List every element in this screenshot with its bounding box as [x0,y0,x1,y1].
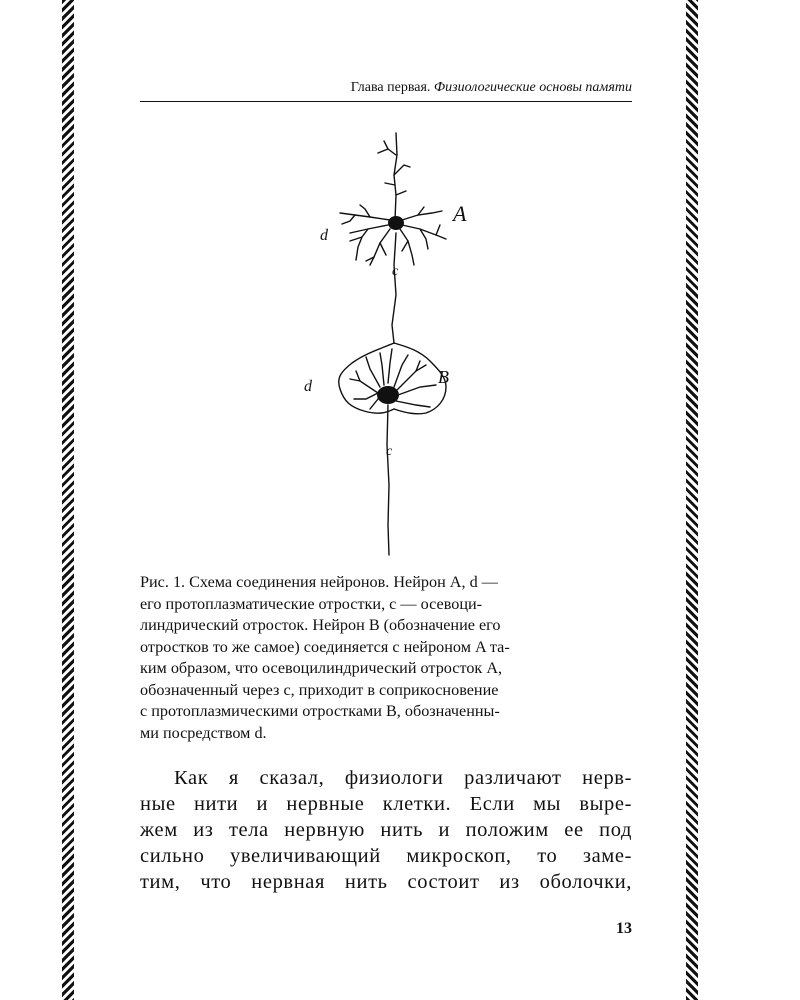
body-line: Как я сказал, физиологи различают нерв- [174,767,632,789]
neuron-b-soma [377,386,399,404]
caption-line: ми посредством d. [140,723,267,742]
body-line: тим, что нервная нить состоит из оболочки, [140,871,632,893]
page-edge-left [62,0,74,1000]
label-c-top: c [392,264,399,279]
neuron-a-soma [388,216,404,230]
chapter-label: Глава первая. [350,80,431,95]
neuron-a-axon [392,233,396,343]
body-line: жем из тела нервную нить и положим ее под [140,819,632,841]
body-line: сильно увеличивающий микроскоп, то заме- [140,845,632,867]
running-header [140,80,632,100]
label-a: A [453,201,467,226]
label-d-bottom: d [304,378,312,395]
header-rule [140,101,632,102]
neuron-figure [270,125,510,560]
caption-line: ким образом, что осевоцилиндрический отросток A, [140,659,503,677]
body-line: ные нити и нервные клетки. Если мы выре- [140,793,632,815]
caption-line: обозначенный через c, приходит в соприкосновение [140,680,499,699]
page-number: 13 [616,920,632,937]
caption-line: отростков то же самое) соединяется с нейроном A та- [140,637,510,656]
neuron-a-apical-dendrite [394,133,397,220]
figure-caption [140,572,632,744]
body-paragraph [140,765,632,895]
chapter-title: Физиологические основы памяти [433,80,632,95]
label-c-bottom: c [386,444,393,459]
label-d-top: d [320,227,328,244]
caption-line: Рис. 1. Схема соединения нейронов. Нейрон A, d — [140,573,498,591]
neuron-diagram [270,125,510,560]
caption-line: с протоплазмическими отростками B, обозначенны- [140,702,500,720]
neuron-b-axon [387,405,389,555]
caption-line: его протоплазматические отростки, c — осевоци- [140,594,483,613]
caption-line: линдрический отросток. Нейрон B (обозначение его [140,616,501,634]
label-b: B [438,367,449,387]
page-edge-right [686,0,698,1000]
